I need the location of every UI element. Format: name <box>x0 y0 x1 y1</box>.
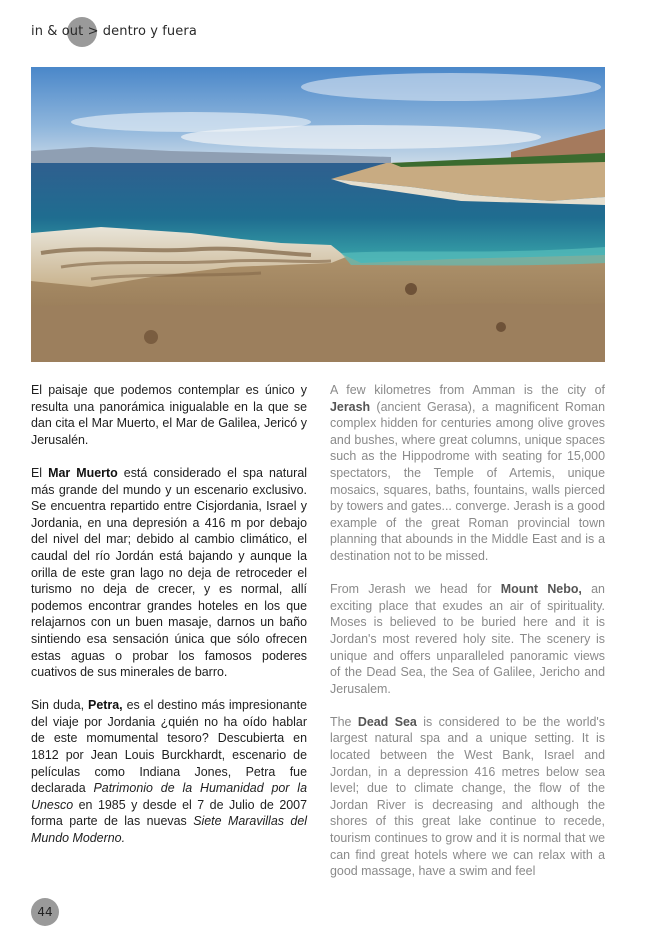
paragraph: Sin duda, Petra, es el destino más impresionante del viaje por Jordania ¿quién no ha oído hablar de este momumental tesoro? Descubierta en 1812 por Jean Louis Burckhardt, escenario de películas como Indiana Jones, Petra fue declarada Patrimonio de la Humanidad por la Unesco en 1985 y desde el 7 de Julio de 2007 forma parte de las nuevas Siete Maravillas del Mundo Moderno. <box>31 698 308 846</box>
highlight-petra: Petra, <box>88 698 123 713</box>
english-article-column <box>330 382 605 882</box>
paragraph: A few kilometres from Amman is the city of Jerash (ancient Gerasa), a magnificent Roman complex hidden for centuries among olive groves and bushes, where great columns, unique spaces such as the Hippodrome with seating for 15,000 spectators, the Temple of Artemis, unique mosaics, squares, baths, fountains, walls pierced by towers and gates... converge. Jerash is a good example of the great Roman provincial town planning that abounds in the Middle East and is a destination not to be missed. <box>330 383 605 563</box>
page-number: 44 <box>31 898 59 926</box>
paragraph: El paisaje que podemos contemplar es único y resulta una panorámica inigualable en la que se dan cita el Mar Muerto, el Mar de Galilea, Jericó y Jerusalén. <box>31 383 307 447</box>
highlight-dead-sea-en: Dead Sea <box>357 714 417 729</box>
paragraph: El Mar Muerto está considerado el spa natural más grande del mundo y un escenario exclusivo. Se encuentra repartido entre Cisjordania, Israel y Jordania, en una depresión a 416 m por debajo del nivel del mar; debido al cambio climático, el caudal del río Jordán está bajando y aunque la orilla de este gran lago no deja de retroceder el turismo no deja de crecer, y es normal, allí podemos encontrar grandes hoteles en los que relajarnos con un buen masaje, darnos un baño sintiendo esa sensación única que sólo ofrecen estas aguas o probar los famosos poderes cuativos de sus minerales de barro. <box>31 465 308 680</box>
highlight-mount-nebo: Mount Nebo, <box>500 582 582 597</box>
highlight-dead-sea: Mar Muerto <box>48 465 118 480</box>
paragraph: From Jerash we head for Mount Nebo, an exciting place that exudes an air of spirituality. Moses is believed to be buried here and it is Jordan's most revered holy site. The scenery is unique and offers unparalleled panoramic views of the Dead Sea, the Sea of Galilee, Jericho and Jerusalem. <box>330 582 605 696</box>
dead-sea-photo <box>31 67 605 362</box>
section-header: in & out > dentro y fuera <box>31 24 197 39</box>
spanish-article-column <box>31 382 307 863</box>
paragraph: The Dead Sea is considered to be the world's largest natural spa and a unique setting. It is located between the West Bank, Israel and Jordan, in a depression 416 metres below sea level; due to climate change, the flow of the Jordan River is decreasing and although the shores of this great lake continue to recede, tourism continues to grow and it is normal that we can find great hotels where we can relax with a good massage, have a swim and feel <box>330 714 605 879</box>
highlight-jerash: Jerash <box>330 399 371 414</box>
